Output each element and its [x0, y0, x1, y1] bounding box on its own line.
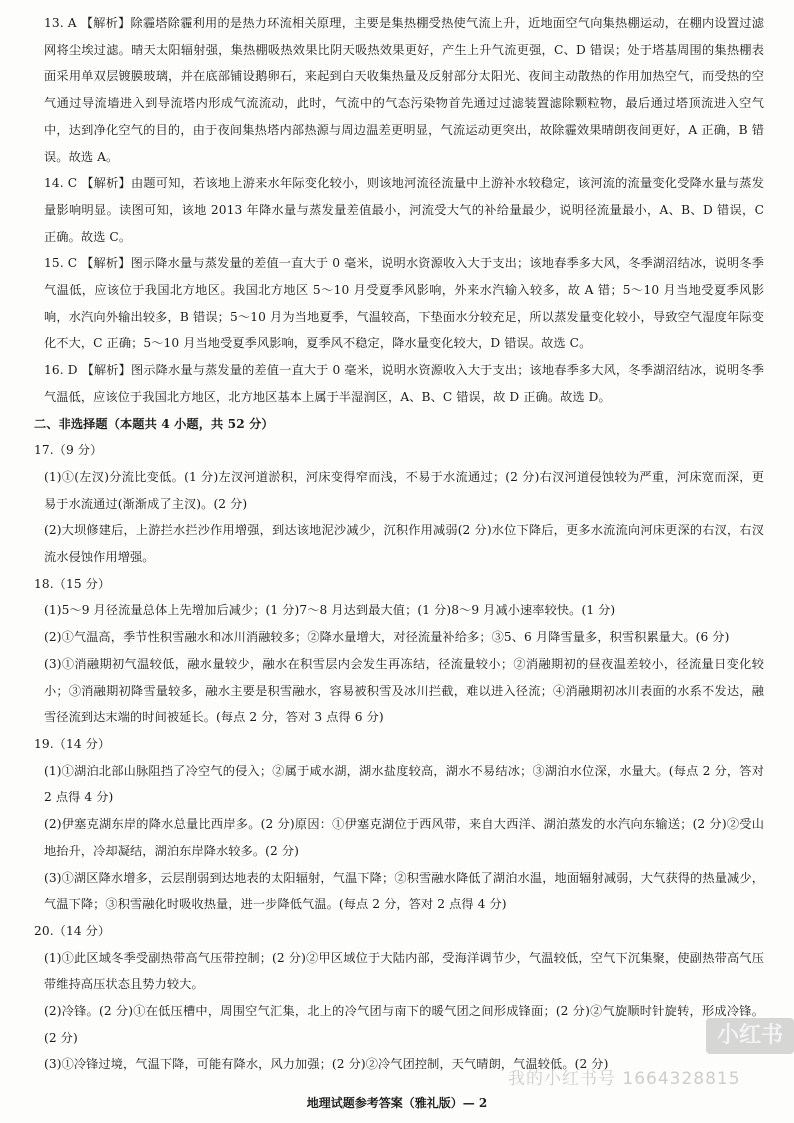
- answer-18-part1: (1)5～9 月径流量总体上先增加后减少；(1 分)7～8 月达到最大值；(1 分)8～9 月减小速率较快。(1 分): [44, 603, 616, 618]
- question-17-header: 17.（9 分）: [34, 443, 103, 458]
- answer-16: 16. D 【解析】图示降水量与蒸发量的差值一直大于 0 毫米，说明水资源收入大于支出；该地春季多大风，冬季湖沼结冰，说明冬季气温低，应该位于我国北方地区，北方地区基本上属于半湿润区，A、B、C 错误，故 D 正确。故选 D。: [44, 363, 764, 404]
- answer-14: 14. C 【解析】由题可知，若该地上游来水年际变化较小，则该地河流径流量中上游补水较稳定，该河流的流量变化受降水量与蒸发量影响明显。读图可知，该地 2013 年降水量与蒸发量差值最小，河流受大气的补给量最少，说明径流量最小，A、B、D 错误，C 正确。故选 C。: [44, 176, 764, 244]
- answer-key-body: [34, 10, 764, 1078]
- answer-19-part2: (2)伊塞克湖东岸的降水总量比西岸多。(2 分)原因：①伊塞克湖位于西风带，来自大西洋、湖泊蒸发的水汽向东输送；(2 分)②受山地抬升，冷却凝结，湖泊东岸降水较多。(2 分): [44, 817, 764, 858]
- section-heading-nonchoice: 二、非选择题（本题共 4 小题，共 52 分）: [34, 416, 274, 431]
- answer-18-part2: (2)①气温高，季节性积雪融水和冰川消融较多；②降水量增大，对径流量补给多；③5、6 月降雪量多，积雪积累量大。(6 分): [44, 630, 730, 645]
- answer-17-part2: (2)大坝修建后，上游拦水拦沙作用增强，到达该地泥沙减少，沉积作用减弱(2 分)水位下降后，更多水流流向河床更深的右汊，右汊流水侵蚀作用增强。: [44, 523, 764, 565]
- answer-13: 13. A 【解析】除霾塔除霾利用的是热力环流相关原理，主要是集热棚受热使气流上升，近地面空气向集热棚运动，在棚内设置过滤网将尘埃过滤。晴天太阳辐射强，集热棚吸热效果比阴天吸热效果更好，产生上升气流更强，C、D 错误；处于塔基周围的集热棚表面采用单双层镀膜玻璃，并在底部铺设鹅卵石，来起到白天收集热量及反射部分太阳光、夜间主动散热的作用加热空气，而受热的空气通过导流墙进入到导流塔内形成气流流动，此时，气流中的气态污染物首先通过过滤装置滤除颗粒物，最后通过塔顶流进入空气中，达到净化空气的目的，由于夜间集热塔内部热源与周边温差更明显，气流运动更突出，故除霾效果晴朗夜间更好，A 正确，B 错误。故选 A。: [44, 16, 764, 164]
- answer-20-part1: (1)①此区域冬季受副热带高气压带控制；(2 分)②甲区域位于大陆内部，受海洋调节少，气温较低，空气下沉集聚，使副热带高气压带维持高压状态且势力较大。: [44, 950, 764, 992]
- watermark-badge: 小红书: [706, 1018, 794, 1054]
- page-footer: 地理试题参考答案（雅礼版）— 2: [306, 1096, 488, 1110]
- answer-20-part2: (2)冷锋。(2 分)①在低压槽中，周围空气汇集，北上的冷气团与南下的暖气团之间形成锋面；(2 分)②气旋顺时针旋转，形成冷锋。(2 分): [44, 1004, 764, 1045]
- watermark-account: 我的小红书号 1664328815: [508, 1069, 741, 1088]
- answer-18-part3: (3)①消融期初气温较低，融水量较少，融水在积雪层内会发生再冻结，径流量较小；②消融期初的昼夜温差较小，径流量日变化较小；③消融期初降雪量较多，融水主要是积雪融水，容易被积雪及冰川拦截，难以进入径流；④消融期初冰川表面的水系不发达，融雪径流到达末端的时间被延长。(每点 2 分，答对 3 点得 6 分): [44, 656, 764, 725]
- question-19-header: 19.（14 分）: [34, 736, 111, 751]
- question-20-header: 20.（14 分）: [34, 923, 111, 938]
- answer-19-part3: (3)①湖区降水增多，云层削弱到达地表的太阳辐射，气温下降；②积雪融水降低了湖泊水温，地面辐射减弱，大气获得的热量减少，气温下降；③积雪融化时吸收热量，进一步降低气温。(每点 2 分，答对 2 点得 4 分): [44, 870, 764, 912]
- answer-15: 15. C 【解析】图示降水量与蒸发量的差值一直大于 0 毫米，说明水资源收入大于支出；该地春季多大风，冬季湖沼结冰，说明冬季气温低，应该位于我国北方地区。我国北方地区 5～10 月受夏季风影响，外来水汽输入较多，故 A 错；5～10 月当地受夏季风影响，水汽向外输出较多，B 错误；5～10 月为当地夏季，气温较高，下垫面水分较充足，所以蒸发量变化较小，导致空气湿度年际变化不大，C 正确；5～10 月当地受夏季风影响，夏季风不稳定，降水量变化较大，D 错误。故选 C。: [44, 256, 764, 351]
- question-18-header: 18.（15 分）: [34, 576, 111, 591]
- answer-17-part1: (1)①(左汊)分流比变低。(1 分)左汊河道淤积，河床变得窄而浅，不易于水流通过；(2 分)右汊河道侵蚀较为严重，河床宽而深，更易于水流通过(渐渐成了主汊)。(2 分): [44, 469, 764, 511]
- answer-20-part3: (3)①冷锋过境，气温下降，可能有降水，风力加强；(2 分)②冷气团控制，天气晴朗，气温较低。(2 分): [44, 1057, 609, 1072]
- answer-19-part1: (1)①湖泊北部山脉阻挡了冷空气的侵入；②属于咸水湖，湖水盐度较高，湖水不易结冰；③湖泊水位深，水量大。(每点 2 分，答对 2 点得 4 分): [44, 763, 764, 805]
